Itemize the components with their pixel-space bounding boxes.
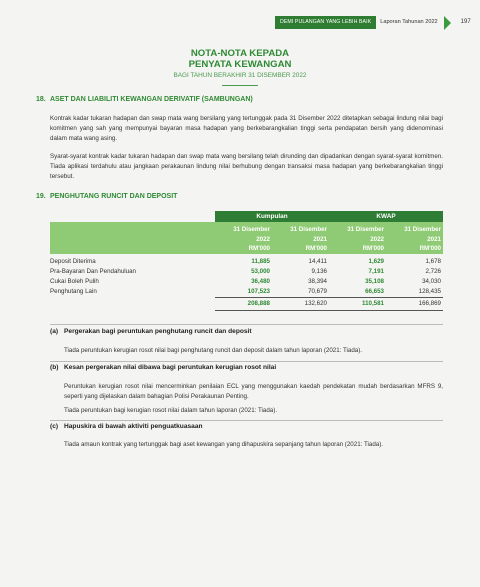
divider xyxy=(50,324,443,325)
note-letter: (c) xyxy=(50,423,59,430)
cell-value: 107,523 xyxy=(247,287,270,295)
page-title xyxy=(0,48,480,86)
cell-value: 128,435 xyxy=(418,287,441,295)
cell-value: 1,678 xyxy=(425,257,441,265)
section-title: PENGHUTANG RUNCIT DAN DEPOSIT xyxy=(50,193,178,200)
section-number: 18. xyxy=(36,96,46,103)
cell-value: 70,679 xyxy=(308,287,327,295)
section-19-heading xyxy=(36,193,177,200)
title-line-2: PENYATA KEWANGAN xyxy=(188,59,292,70)
cell-value: 2,726 xyxy=(425,267,441,275)
column-header-unit: RM'000 xyxy=(305,245,327,252)
total-label-blank xyxy=(50,297,215,310)
note-b-heading xyxy=(50,364,276,371)
column-header-unit: RM'000 xyxy=(248,245,270,252)
table-group-header xyxy=(50,211,443,222)
cell-value: 1,629 xyxy=(368,257,384,265)
column-header xyxy=(215,222,272,254)
title-subtitle: BAGI TAHUN BERAKHIR 31 DISEMBER 2022 xyxy=(173,72,307,79)
section-18-paragraph-2: Syarat-syarat kontrak kadar tukaran hadapan dan swap mata wang bersilang telah dirunding dan dipadankan dengan syarat-syarat komitmen. Tiada aplikasi terdahulu atau jangkaan perakaunan lindung nilai berhubung dengan transaksi masa hadapan yang berkebarangkalian tinggi tersebut. xyxy=(50,153,443,180)
cell-value: 14,411 xyxy=(308,257,327,265)
column-header-unit: RM'000 xyxy=(362,245,384,252)
divider xyxy=(50,420,443,421)
column-header-date: 31 Disember xyxy=(233,226,270,233)
cell-value: 36,480 xyxy=(251,277,270,285)
table-header-label-cell xyxy=(50,222,215,254)
total-value: 208,888 xyxy=(215,297,272,310)
title-divider xyxy=(222,85,258,86)
note-title: Hapuskira di bawah aktiviti penguatkuasaan xyxy=(64,423,203,430)
row-label: Penghutang Lain xyxy=(50,287,97,295)
row-label: Cukai Boleh Pulih xyxy=(50,277,99,285)
row-label: Pra-Bayaran Dan Pendahuluan xyxy=(50,267,136,275)
cell-value: 35,108 xyxy=(365,277,384,285)
note-c-heading xyxy=(50,423,203,430)
note-a-text: Tiada peruntukan kerugian rosot nilai bagi penghutang runcit dan deposit dalam tahun laporan (2021: Tiada). xyxy=(64,347,363,354)
receivables-table xyxy=(50,211,443,311)
divider xyxy=(50,361,443,362)
table-row xyxy=(50,267,443,277)
column-header-year: 2022 xyxy=(256,235,270,243)
running-header xyxy=(275,16,471,29)
column-header xyxy=(386,222,443,254)
column-header-unit: RM'000 xyxy=(419,245,441,252)
note-letter: (a) xyxy=(50,328,59,335)
column-header-year: 2021 xyxy=(313,235,327,243)
column-header-date: 31 Disember xyxy=(404,226,441,233)
title-line-1: NOTA-NOTA KEPADA xyxy=(190,48,290,59)
column-header xyxy=(272,222,329,254)
header-tagline: DEMI PULANGAN YANG LEBIH BAIK xyxy=(275,16,376,29)
cell-value: 7,191 xyxy=(368,267,384,275)
cell-value: 53,000 xyxy=(251,267,270,275)
column-group-kumpulan: Kumpulan xyxy=(215,211,329,222)
note-c-text: Tiada amaun kontrak yang tertunggak bagi aset kewangan yang dihapuskira sepanjang tahun laporan (2021: Tiada). xyxy=(64,441,383,448)
cell-value: 11,885 xyxy=(251,257,270,265)
section-number: 19. xyxy=(36,193,46,200)
column-header-date: 31 Disember xyxy=(347,226,384,233)
row-label: Deposit Diterima xyxy=(50,257,96,265)
column-group-kwap: KWAP xyxy=(329,211,443,222)
note-letter: (b) xyxy=(50,364,59,371)
note-b-text-1: Peruntukan kerugian rosot nilai mencerminkan penilaian ECL yang menggunakan kaedah pendekatan mudah berdasarkan MFRS 9, seperti yang dijelaskan dalam bahagian Polisi Perakaunan Penting. xyxy=(64,383,443,400)
table-total-row xyxy=(50,297,443,310)
column-header-year: 2022 xyxy=(370,235,384,243)
note-title: Kesan pergerakan nilai dibawa bagi peruntukan kerugian rosot nilai xyxy=(64,364,277,371)
column-header-date: 31 Disember xyxy=(290,226,327,233)
arrow-right-icon xyxy=(444,16,451,30)
section-18-paragraph-1: Kontrak kadar tukaran hadapan dan swap mata wang bersilang yang tertunggak pada 31 Disember 2022 ditetapkan sebagai lindung nilai bagi komitmen yang sah yang mempunyai bayaran masa hadapan yang berkebarangkalian tinggi serta pendapatan bersih yang didenominasi dalam mata wang asing. xyxy=(50,115,443,142)
column-header xyxy=(329,222,386,254)
note-b-text-2: Tiada peruntukan bagi kerugian rosot nilai dalam tahun laporan (2021: Tiada). xyxy=(64,407,278,414)
section-title: ASET DAN LIABILITI KEWANGAN DERIVATIF (SAMBUNGAN) xyxy=(50,96,253,103)
cell-value: 9,136 xyxy=(311,267,327,275)
table-row xyxy=(50,287,443,298)
total-value: 110,581 xyxy=(329,297,386,310)
table-row xyxy=(50,277,443,287)
table-header-row xyxy=(50,222,443,254)
total-value: 166,869 xyxy=(386,297,443,310)
note-title: Pergerakan bagi peruntukan penghutang runcit dan deposit xyxy=(64,328,252,335)
note-a-heading xyxy=(50,328,252,335)
cell-value: 34,030 xyxy=(422,277,441,285)
cell-value: 66,653 xyxy=(365,287,384,295)
header-report-title: Laporan Tahunan 2022 xyxy=(380,19,438,25)
section-18-heading xyxy=(36,96,253,103)
total-value: 132,620 xyxy=(272,297,329,310)
page-number: 197 xyxy=(460,19,471,25)
cell-value: 38,394 xyxy=(308,277,327,285)
table-row xyxy=(50,254,443,267)
table-header-blank xyxy=(50,211,215,222)
column-header-year: 2021 xyxy=(427,235,441,243)
